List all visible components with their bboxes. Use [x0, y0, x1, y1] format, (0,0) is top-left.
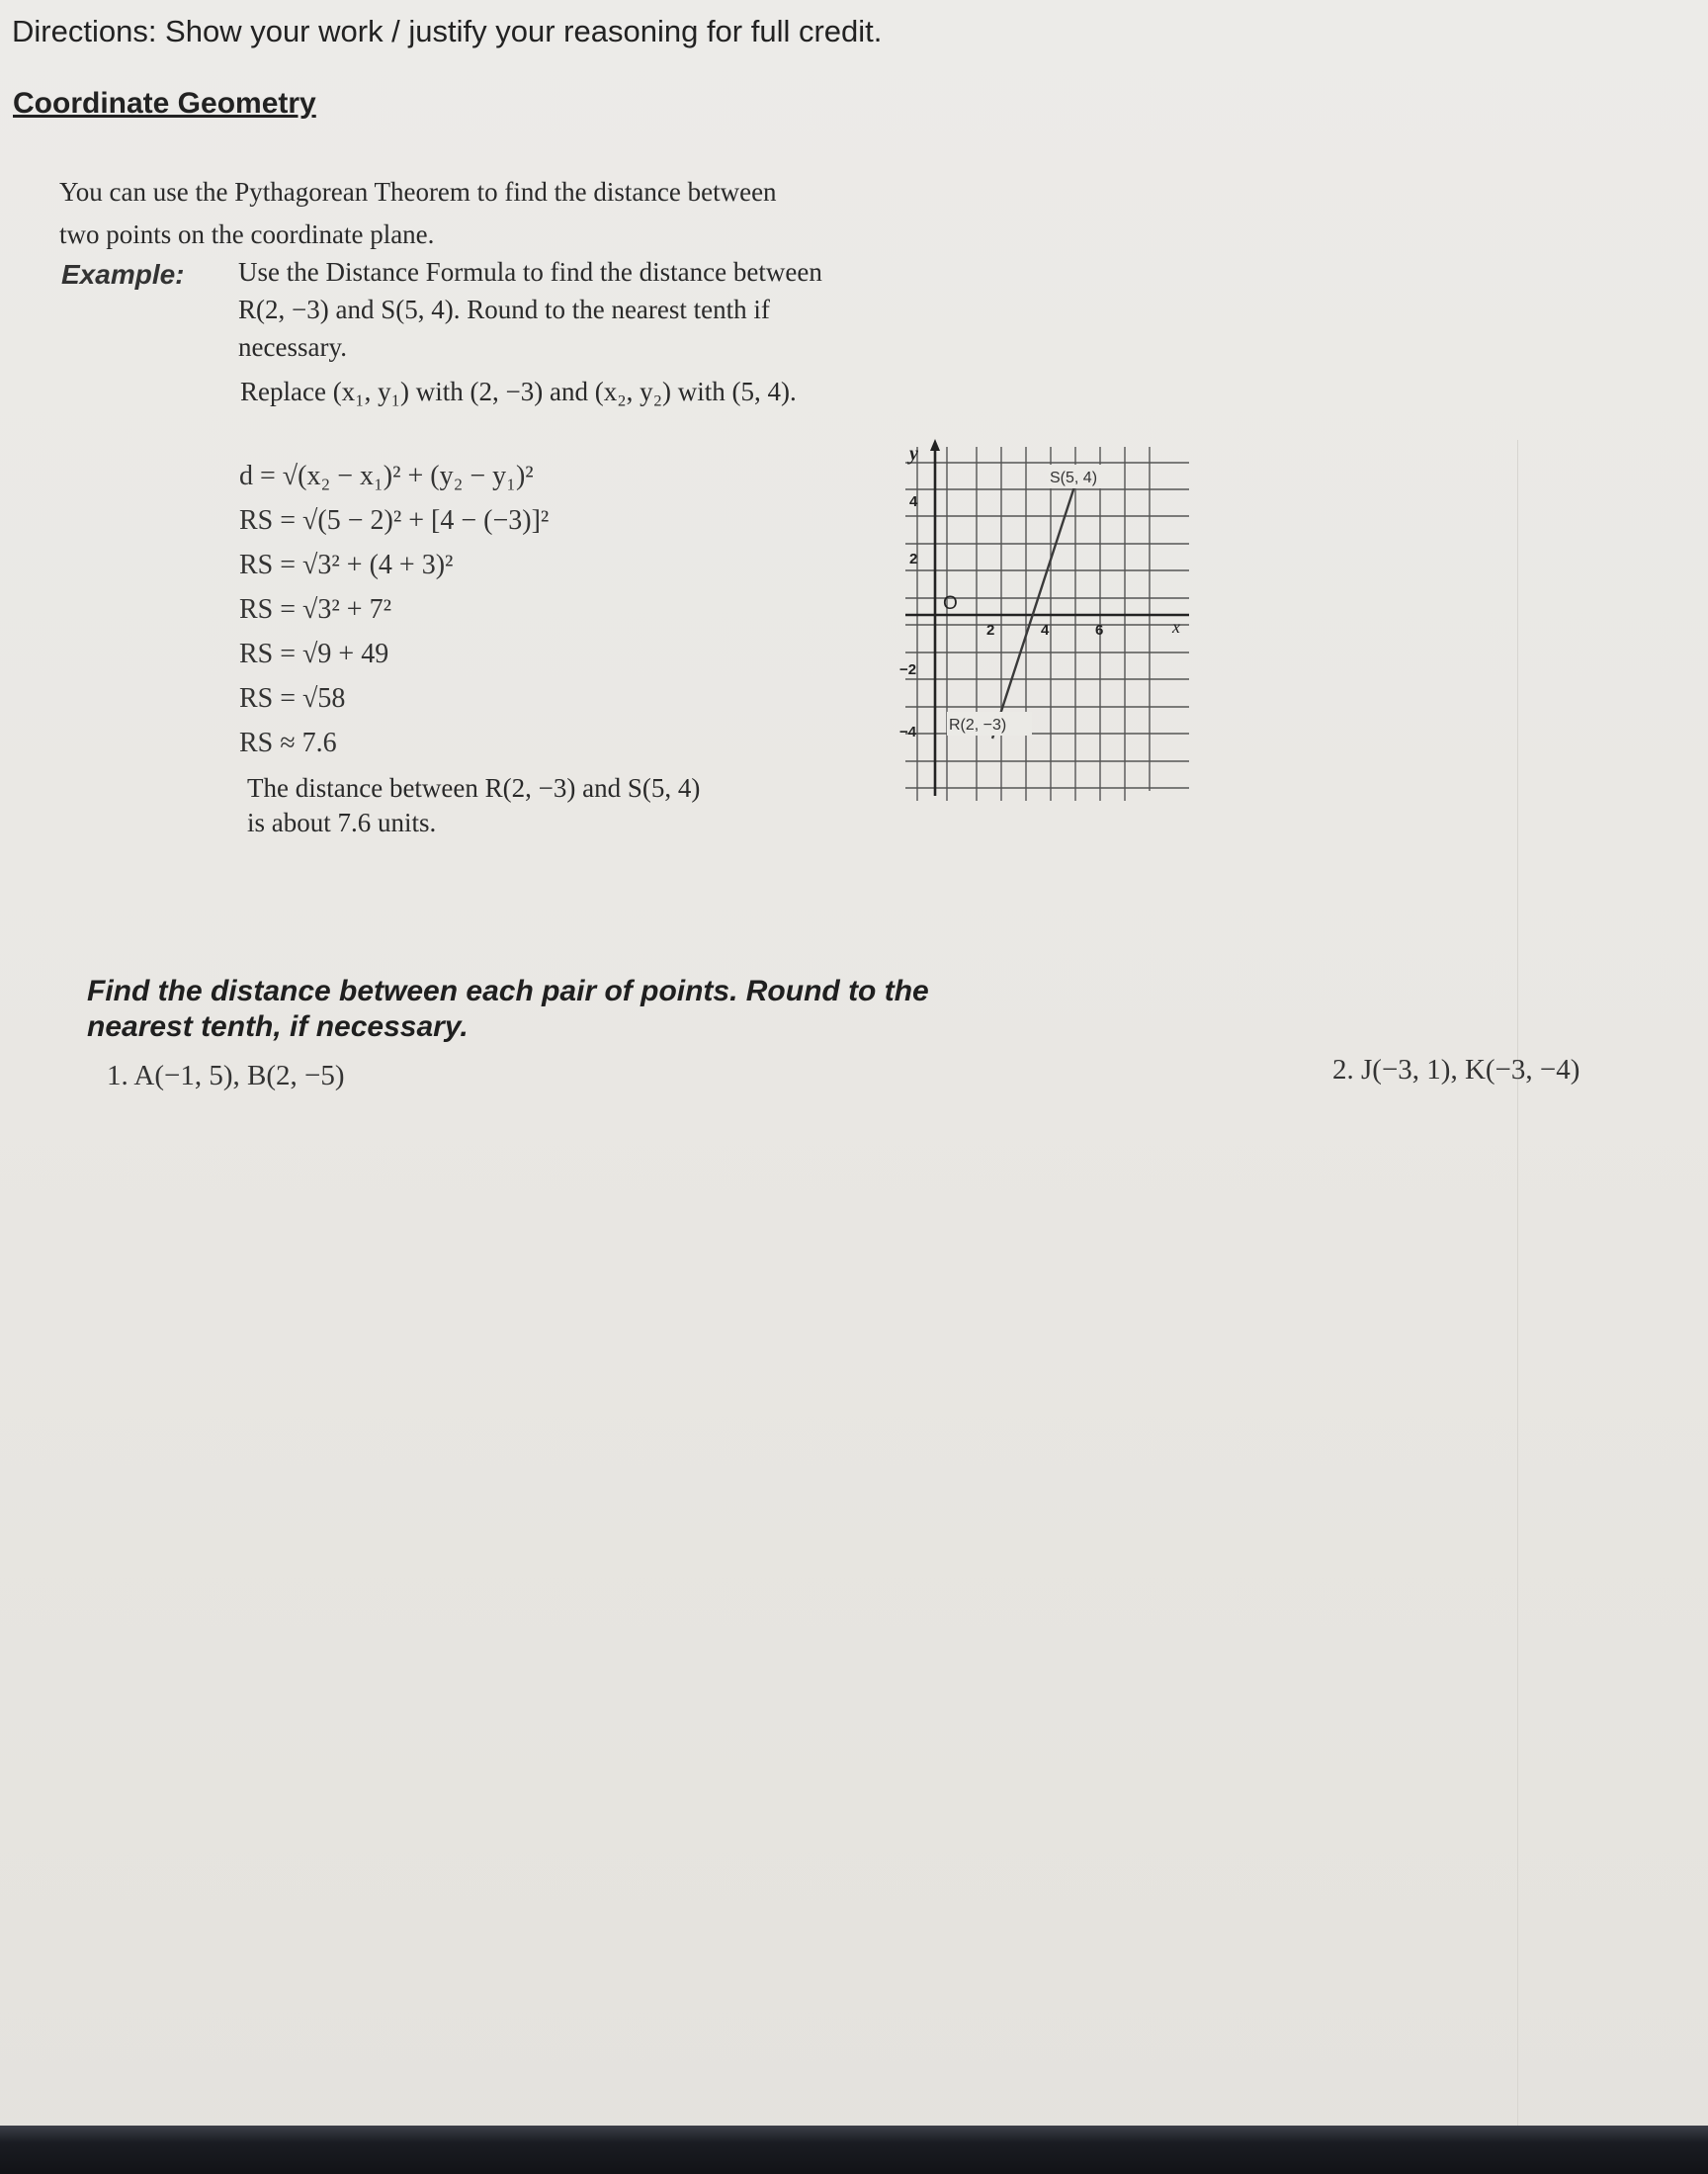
bottom-edge-shadow	[0, 2126, 1708, 2174]
conclusion-line-1: The distance between R(2, −3) and S(5, 4)	[247, 773, 701, 803]
intro-line-2: two points on the coordinate plane.	[59, 219, 435, 249]
conclusion-line-2: is about 7.6 units.	[247, 808, 437, 837]
y-tick-neg-2: −2	[899, 661, 917, 678]
origin-label: O	[943, 593, 958, 614]
y-axis-label: y	[909, 443, 918, 465]
x-axis-label: x	[1172, 617, 1180, 637]
example-line-1: Use the Distance Formula to find the distance between	[238, 257, 822, 287]
step-6: RS = √58	[239, 683, 346, 714]
instructions-line-1: Find the distance between each pair of points. Round to the	[87, 975, 929, 1007]
point-r-label: R(2, −3)	[949, 717, 1007, 734]
solution-steps	[239, 454, 549, 765]
example-text	[238, 253, 989, 366]
example-line-3: necessary.	[238, 332, 347, 362]
replace-instruction: Replace (x₁, y₁) with (2, −3) and (x₂, y₂) with (5, 4).	[240, 377, 797, 406]
question-1: 1. A(−1, 5), B(2, −5)	[107, 1060, 345, 1091]
step-7: RS ≈ 7.6	[239, 728, 337, 758]
step-1: d = √(x₂ − x₁)² + (y₂ − y₁)²	[239, 461, 534, 491]
y-tick-4: 4	[909, 493, 918, 510]
point-s-label: S(5, 4)	[1050, 470, 1098, 486]
step-3: RS = √3² + (4 + 3)²	[239, 550, 454, 580]
page-fold-line	[1517, 440, 1518, 2140]
x-tick-4: 4	[1041, 622, 1050, 639]
step-4: RS = √3² + 7²	[239, 594, 391, 625]
example-conclusion	[247, 771, 880, 840]
step-2: RS = √(5 − 2)² + [4 − (−3)]²	[239, 505, 550, 536]
lesson-intro	[59, 171, 1008, 256]
directions-text: Directions: Show your work / justify your reasoning for full credit.	[12, 14, 883, 48]
example-line-2: R(2, −3) and S(5, 4). Round to the nearest tenth if	[238, 295, 770, 324]
segment-rs	[992, 475, 1078, 739]
step-5: RS = √9 + 49	[239, 639, 389, 669]
y-axis-arrow	[930, 439, 940, 451]
instructions-line-2: nearest tenth, if necessary.	[87, 1010, 469, 1043]
example-label: Example:	[61, 259, 185, 290]
y-tick-2: 2	[909, 551, 918, 567]
intro-line-1: You can use the Pythagorean Theorem to find the distance between	[59, 177, 777, 207]
coordinate-graph	[897, 435, 1194, 806]
y-tick-neg-4: −4	[899, 724, 917, 740]
section-title: Coordinate Geometry	[13, 87, 316, 120]
question-2: 2. J(−3, 1), K(−3, −4)	[1332, 1054, 1580, 1086]
graph-axes	[905, 443, 1189, 796]
x-tick-6: 6	[1095, 622, 1104, 639]
practice-instructions	[87, 974, 1056, 1045]
x-tick-2: 2	[986, 622, 995, 639]
